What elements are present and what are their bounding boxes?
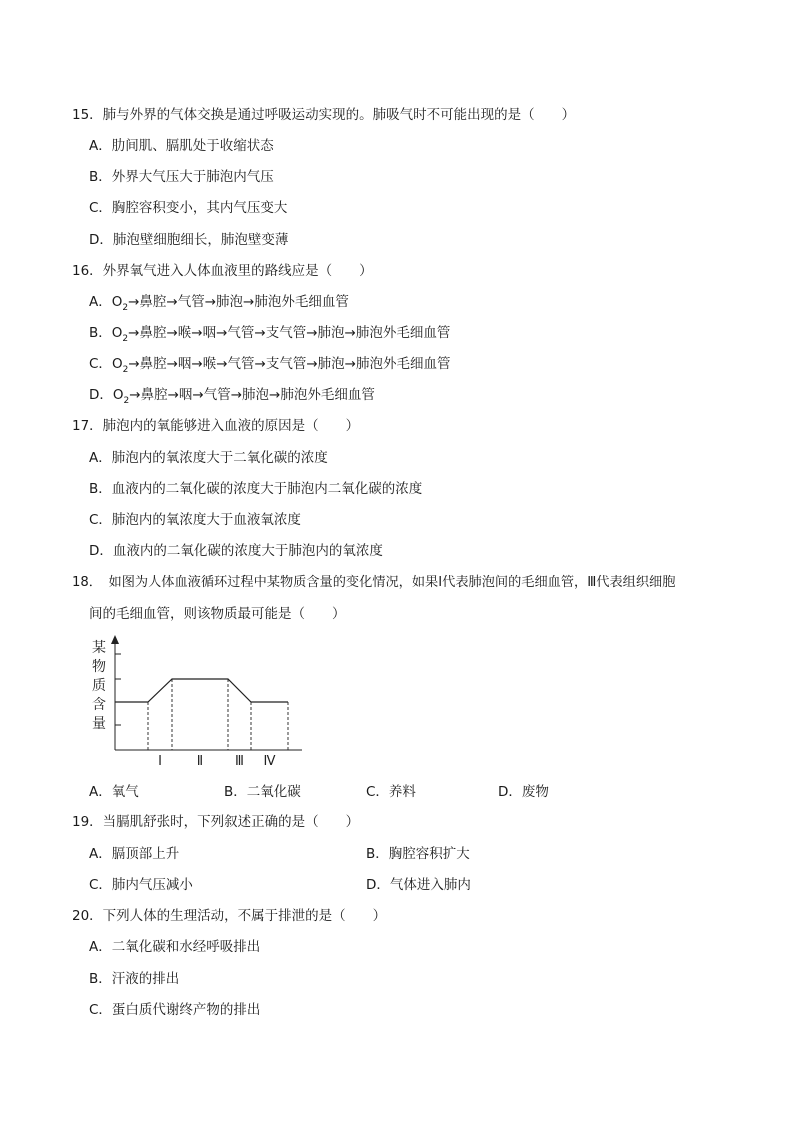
question-17-stem: 17．肺泡内的氧能够进入血液的原因是（ ）	[72, 418, 360, 434]
subscript: 2	[122, 365, 129, 375]
subscript: 2	[122, 303, 129, 313]
question-18-option-a[interactable]: A．氧气	[89, 784, 139, 800]
y-label-char: 质	[92, 678, 106, 694]
question-20-option-b[interactable]: B．汗液的排出	[89, 971, 180, 987]
x-tick-label: Ⅳ	[263, 754, 276, 769]
question-16-option-d[interactable]	[89, 383, 375, 406]
question-15-option-c[interactable]: C．胸腔容积变小，其内气压变大	[89, 200, 288, 216]
y-label-char: 物	[92, 659, 106, 675]
option-label: D．	[89, 387, 113, 403]
question-17-option-a[interactable]: A．肺泡内的氧浓度大于二氧化碳的浓度	[89, 450, 328, 466]
question-19-option-d[interactable]: D．气体进入肺内	[366, 877, 471, 893]
subscript: 2	[123, 396, 130, 406]
route-text: →鼻腔→咽→喉→气管→支气管→肺泡→肺泡外毛细血管	[128, 356, 451, 372]
oxygen-symbol: O	[111, 294, 123, 310]
question-20-option-c[interactable]: C．蛋白质代谢终产物的排出	[89, 1002, 261, 1018]
question-16-stem: 16．外界氧气进入人体血液里的路线应是（ ）	[72, 263, 373, 279]
question-18-option-d[interactable]: D．废物	[498, 784, 549, 800]
question-16-option-c[interactable]	[89, 352, 451, 375]
x-tick-label: Ⅱ	[196, 754, 204, 769]
segment-dividers	[148, 679, 288, 750]
question-17-option-c[interactable]: C．肺泡内的氧浓度大于血液氧浓度	[89, 512, 301, 528]
question-20-option-a[interactable]: A．二氧化碳和水经呼吸排出	[89, 939, 261, 955]
question-19-option-b[interactable]: B．胸腔容积扩大	[366, 846, 470, 862]
question-18-option-c[interactable]: C．养料	[366, 784, 416, 800]
question-18-stem-line1: 18． 如图为人体血液循环过程中某物质含量的变化情况，如果Ⅰ代表肺泡间的毛细血管，Ⅲ代表组织细胞	[72, 575, 676, 590]
question-18-option-b[interactable]: B．二氧化碳	[224, 784, 301, 800]
option-label: A．	[89, 294, 112, 310]
route-text: →鼻腔→气管→肺泡→肺泡外毛细血管	[128, 294, 349, 310]
option-label: B．	[89, 325, 112, 341]
question-16-option-a[interactable]	[89, 290, 349, 313]
x-tick-labels	[158, 754, 275, 769]
route-text: →鼻腔→咽→气管→肺泡→肺泡外毛细血管	[129, 387, 375, 403]
question-19-option-c[interactable]: C．肺内气压减小	[89, 877, 193, 893]
question-19-stem: 19．当膈肌舒张时，下列叙述正确的是（ ）	[72, 814, 360, 830]
question-20-stem: 20．下列人体的生理活动，不属于排泄的是（ ）	[72, 908, 387, 924]
x-tick-label: Ⅰ	[158, 754, 162, 769]
y-ticks	[115, 654, 121, 725]
oxygen-symbol: O	[111, 356, 123, 372]
question-15-stem: 15．肺与外界的气体交换是通过呼吸运动实现的。肺吸气时不可能出现的是（ ）	[72, 107, 576, 123]
question-18-stem-line2: 间的毛细血管，则该物质最可能是（ ）	[89, 606, 346, 622]
substance-content-chart	[80, 632, 310, 772]
question-16-option-b[interactable]	[89, 321, 451, 344]
route-text: →鼻腔→喉→咽→气管→支气管→肺泡→肺泡外毛细血管	[128, 325, 451, 341]
question-19-option-a[interactable]: A．膈顶部上升	[89, 846, 180, 862]
question-17-option-d[interactable]: D．血液内的二氧化碳的浓度大于肺泡内的氧浓度	[89, 543, 383, 559]
oxygen-symbol: O	[111, 325, 123, 341]
subscript: 2	[122, 334, 129, 344]
y-axis-label	[92, 639, 106, 732]
question-17-option-b[interactable]: B．血液内的二氧化碳的浓度大于肺泡内二氧化碳的浓度	[89, 481, 423, 497]
question-15-option-d[interactable]: D．肺泡壁细胞细长，肺泡壁变薄	[89, 232, 289, 248]
x-tick-label: Ⅲ	[235, 754, 244, 769]
y-label-char: 量	[92, 716, 106, 732]
option-label: C．	[89, 356, 112, 372]
y-axis-arrow	[111, 635, 119, 644]
question-15-option-b[interactable]: B．外界大气压大于肺泡内气压	[89, 169, 274, 185]
y-label-char: 含	[92, 697, 106, 713]
oxygen-symbol: O	[112, 387, 124, 403]
y-label-char: 某	[92, 640, 106, 656]
question-15-option-a[interactable]: A．肋间肌、膈肌处于收缩状态	[89, 138, 274, 154]
content-line	[115, 679, 288, 702]
